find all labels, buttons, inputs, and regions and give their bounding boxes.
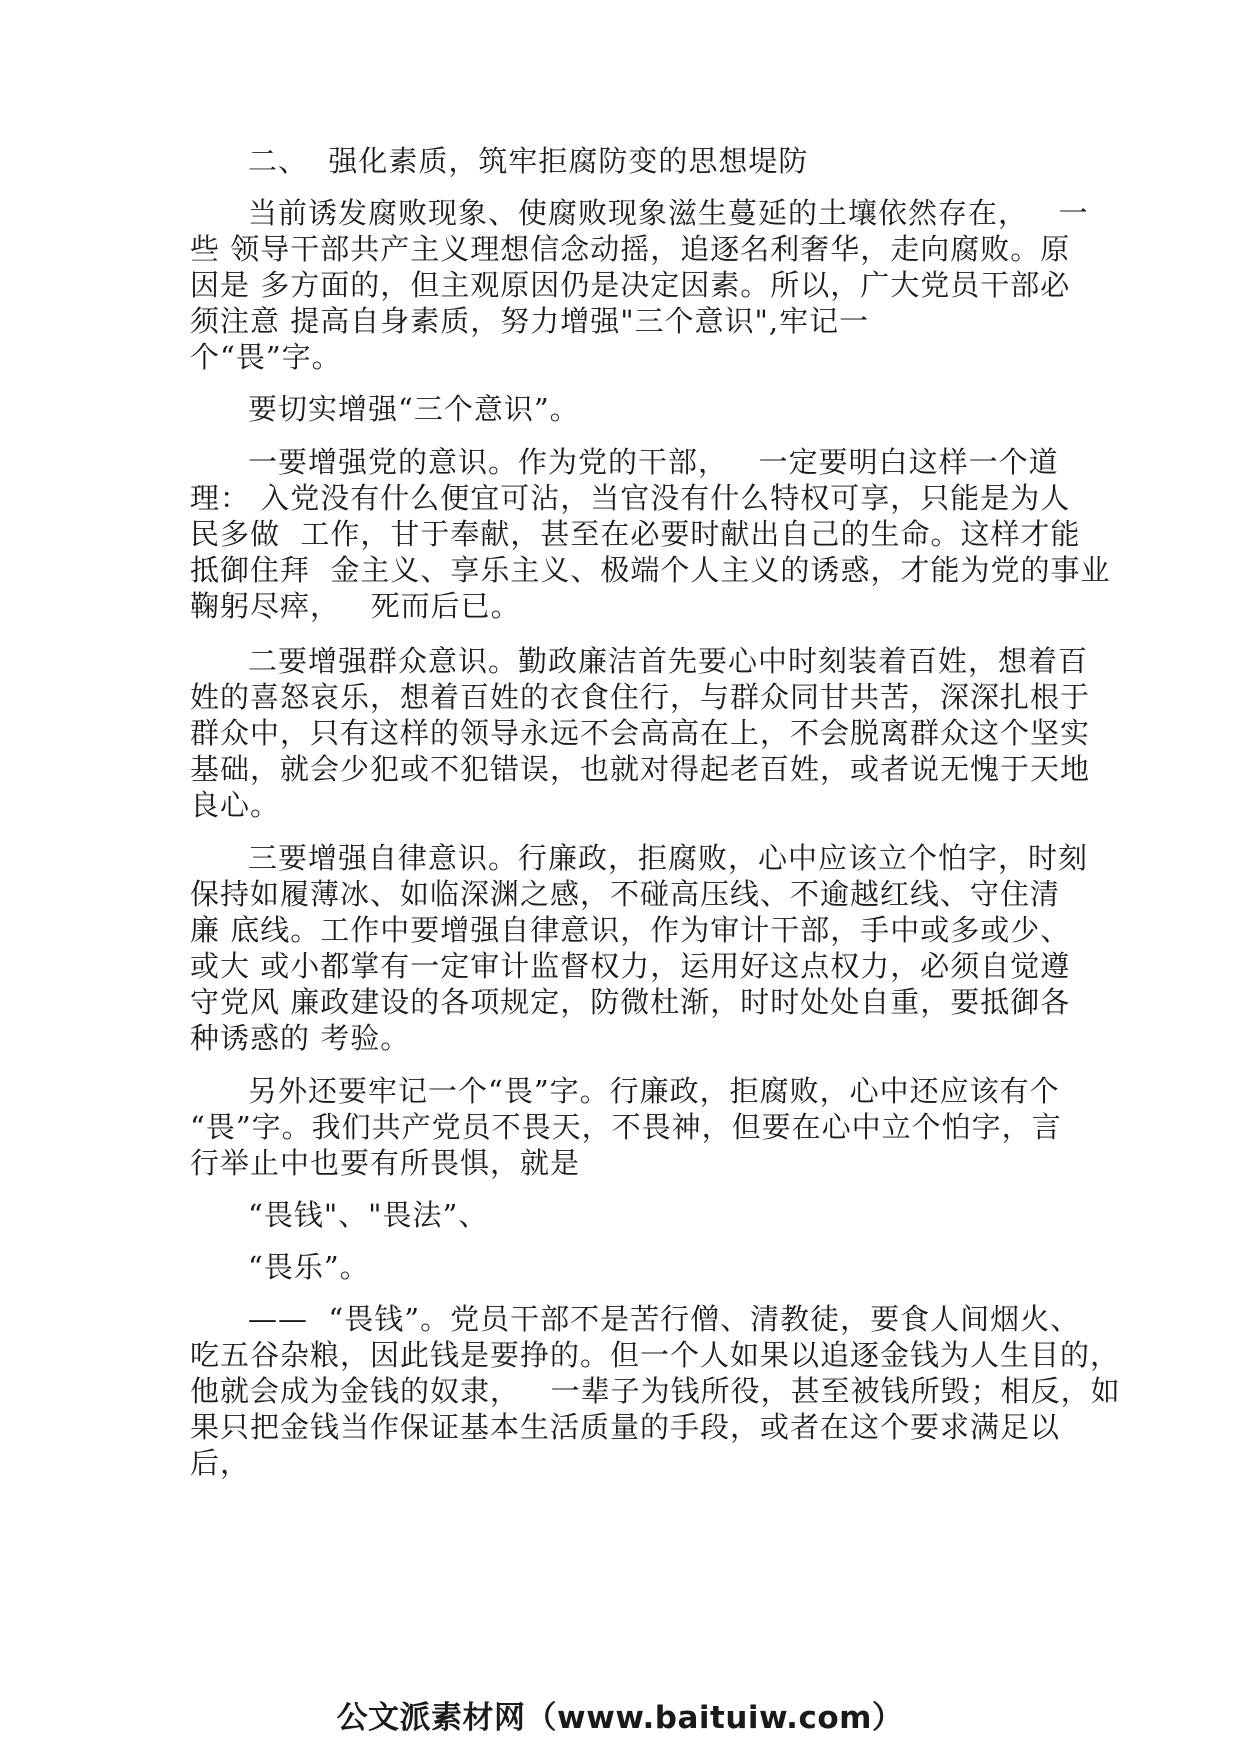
paragraph-line: 姓的喜怒哀乐，想着百姓的衣食住行，与群众同甘共苦，深深扎根于 — [190, 680, 1091, 714]
paragraph-line: 因是 多方面的，但主观原因仍是决定因素。所以，广大党员干部必 — [190, 268, 1071, 302]
paragraph-line: 民多做 工作，甘于奉献，甚至在必要时献出自己的生命。这样才能 — [190, 517, 1081, 551]
paragraph-line: 二要增强群众意识。勤政廉洁首先要心中时刻装着百姓，想着百 — [248, 644, 1089, 678]
page-footer: 公文派素材网（www.baituiw.com） — [336, 1700, 904, 1736]
paragraph-line: —— “畏钱”。党员干部不是苦行僧、清教徒，要食人间烟火、 — [248, 1302, 1081, 1336]
paragraph-line: 些 领导干部共产主义理想信念动摇，追逐名利奢华，走向腐败。原 — [190, 232, 1071, 266]
paragraph-line: 要切实增强“三个意识”。 — [248, 392, 580, 426]
paragraph-line: 鞠躬尽瘁， 死而后已。 — [190, 589, 521, 623]
paragraph-line: 行举止中也要有所畏惧，就是 — [190, 1146, 581, 1180]
paragraph-line: 后， — [190, 1446, 251, 1480]
paragraph-line: 一要增强党的意识。作为党的干部， 一定要明白这样一个道 — [248, 445, 1059, 479]
paragraph-line: 群众中，只有这样的领导永远不会高高在上，不会脱离群众这个坚实 — [190, 716, 1091, 750]
paragraph-line: 基础，就会少犯或不犯错误，也就对得起老百姓，或者说无愧于天地 — [190, 752, 1091, 786]
paragraph-line: 抵御住拜 金主义、享乐主义、极端个人主义的诱惑，才能为党的事业 — [190, 553, 1111, 587]
paragraph-line: “畏乐”。 — [248, 1250, 370, 1284]
paragraph-line: 个“畏”字。 — [190, 340, 342, 374]
paragraph-line: “畏钱"、"畏法”、 — [248, 1198, 489, 1232]
paragraph-line: 当前诱发腐败现象、使腐败现象滋生蔓延的土壤依然存在， 一 — [248, 196, 1089, 230]
paragraph-line: 另外还要牢记一个“畏”字。行廉政，拒腐败，心中还应该有个 — [248, 1074, 1060, 1108]
paragraph-line: 守党风 廉政建设的各项规定，防微杜渐，时时处处自重，要抵御各 — [190, 985, 1071, 1019]
paragraph-line: 种诱惑的 考验。 — [190, 1021, 411, 1055]
paragraph-line: 须注意 提高自身素质，努力增强"三个意识",牢记一 — [190, 304, 870, 338]
paragraph-line: 果只把金钱当作保证基本生活质量的手段，或者在这个要求满足以 — [190, 1410, 1061, 1444]
paragraph-line: 廉 底线。工作中要增强自律意识，作为审计干部，手中或多或少、 — [190, 913, 1071, 947]
paragraph-line: 吃五谷杂粮，因此钱是要挣的。但一个人如果以追逐金钱为人生目的， — [190, 1338, 1121, 1372]
paragraph-line: “畏”字。我们共产党员不畏天，不畏神，但要在心中立个怕字，言 — [190, 1110, 1062, 1144]
paragraph-line: 良心。 — [190, 788, 281, 822]
paragraph-line: 三要增强自律意识。行廉政，拒腐败，心中应该立个怕字，时刻 — [248, 841, 1089, 875]
paragraph-line: 或大 或小都掌有一定审计监督权力，运用好这点权力，必须自觉遵 — [190, 949, 1071, 983]
paragraph-line: 理： 入党没有什么便宜可沾，当官没有什么特权可享，只能是为人 — [190, 481, 1071, 515]
section-heading: 二、 强化素质，筑牢拒腐防变的思想堤防 — [248, 144, 809, 178]
paragraph-line: 他就会成为金钱的奴隶， 一辈子为钱所役，甚至被钱所毁；相反，如 — [190, 1374, 1121, 1408]
paragraph-line: 保持如履薄冰、如临深渊之感，不碰高压线、不逾越红线、守住清 — [190, 877, 1061, 911]
